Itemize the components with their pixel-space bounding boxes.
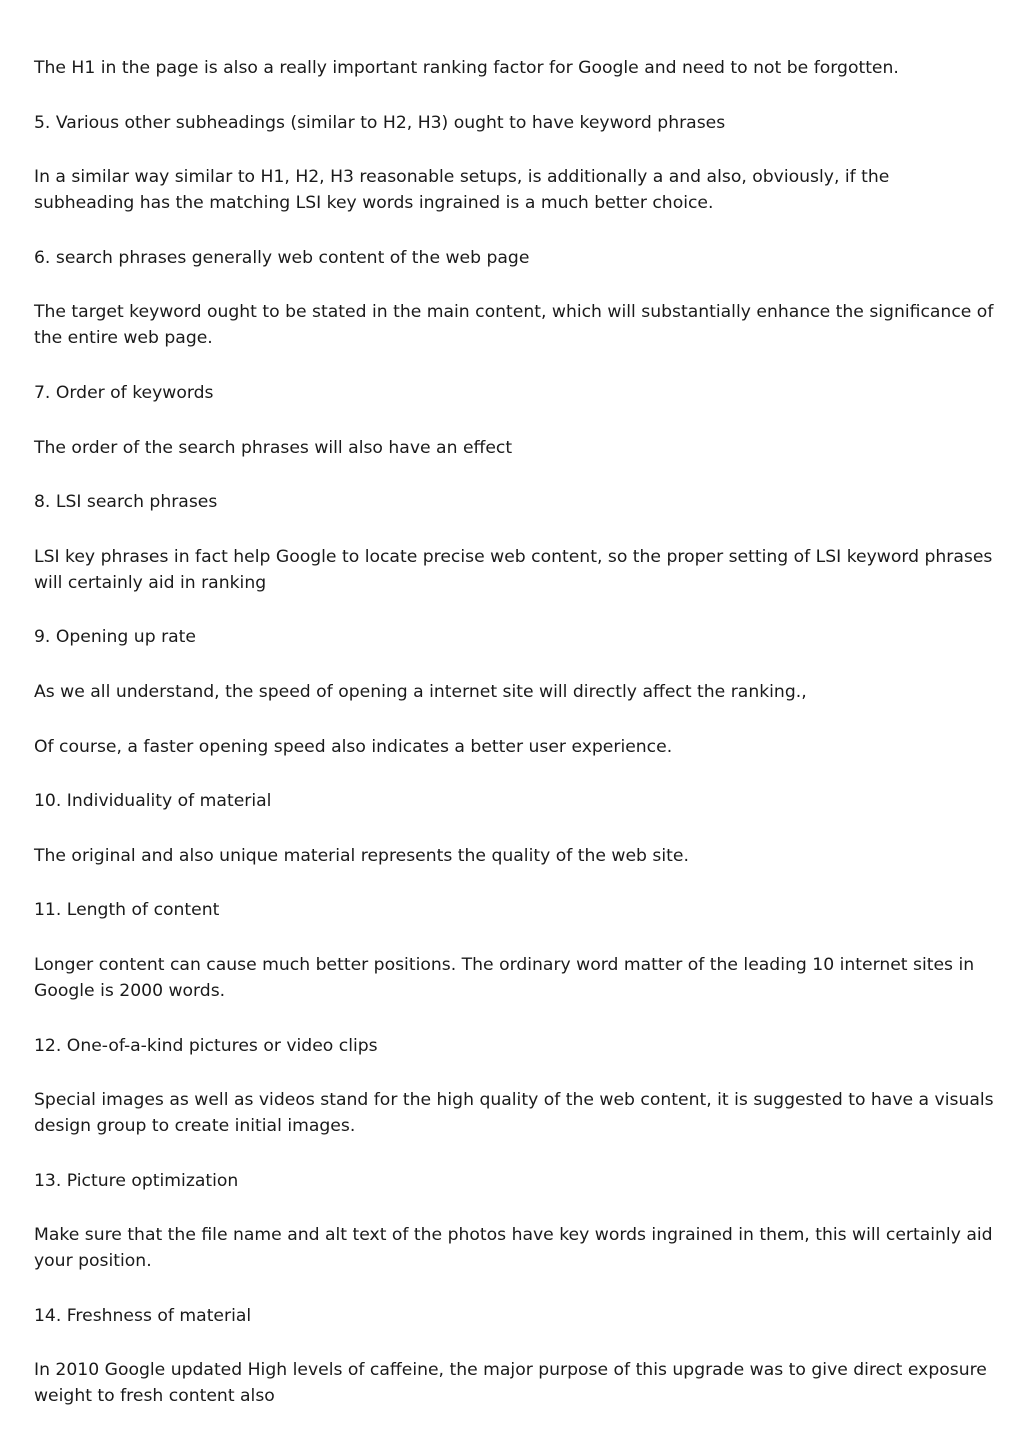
section-heading: 13. Picture optimization (34, 1170, 239, 1191)
paragraph: The target keyword ought to be stated in the main content, which will substantially enhance the significance of the entire web page. (34, 302, 994, 349)
section-heading: 5. Various other subheadings (similar to H2, H3) ought to have keyword phrases (34, 112, 726, 133)
section-heading: 8. LSI search phrases (34, 492, 218, 513)
section-heading: 6. search phrases generally web content of the web page (34, 247, 530, 268)
paragraph: Make sure that the file name and alt text of the photos have key words ingrained in them, this will certainly aid your position. (34, 1225, 993, 1272)
section-heading: 9. Opening up rate (34, 627, 196, 648)
section-heading: 12. One-of-a-kind pictures or video clips (34, 1035, 378, 1056)
paragraph: Longer content can cause much better positions. The ordinary word matter of the leading 10 internet sites in Google is 2000 words. (34, 954, 975, 1001)
section-heading: 14. Freshness of material (34, 1305, 252, 1326)
paragraph: Of course, a faster opening speed also indicates a better user experience. (34, 736, 673, 757)
section-heading: 10. Individuality of material (34, 791, 272, 812)
section-heading: 11. Length of content (34, 900, 220, 921)
paragraph: Special images as well as videos stand for the high quality of the web content, it is suggested to have a visuals design group to create initial images. (34, 1090, 994, 1137)
paragraph: The H1 in the page is also a really important ranking factor for Google and need to not be forgotten. (34, 58, 899, 78)
paragraph: LSI key phrases in fact help Google to locate precise web content, so the proper setting of LSI keyword phrases will certainly aid in ranking (34, 546, 993, 593)
paragraph: The original and also unique material represents the quality of the web site. (34, 845, 689, 866)
paragraph: In 2010 Google updated High levels of caffeine, the major purpose of this upgrade was to give direct exposure weight to fresh content also (34, 1360, 987, 1407)
document-body (34, 55, 994, 1438)
paragraph: As we all understand, the speed of opening a internet site will directly affect the ranking., (34, 681, 807, 702)
section-heading: 7. Order of keywords (34, 382, 214, 403)
paragraph: The order of the search phrases will also have an effect (34, 437, 513, 458)
paragraph: In a similar way similar to H1, H2, H3 reasonable setups, is additionally a and also, obviously, if the subheading has the matching LSI key words ingrained is a much better choice. (34, 167, 890, 214)
